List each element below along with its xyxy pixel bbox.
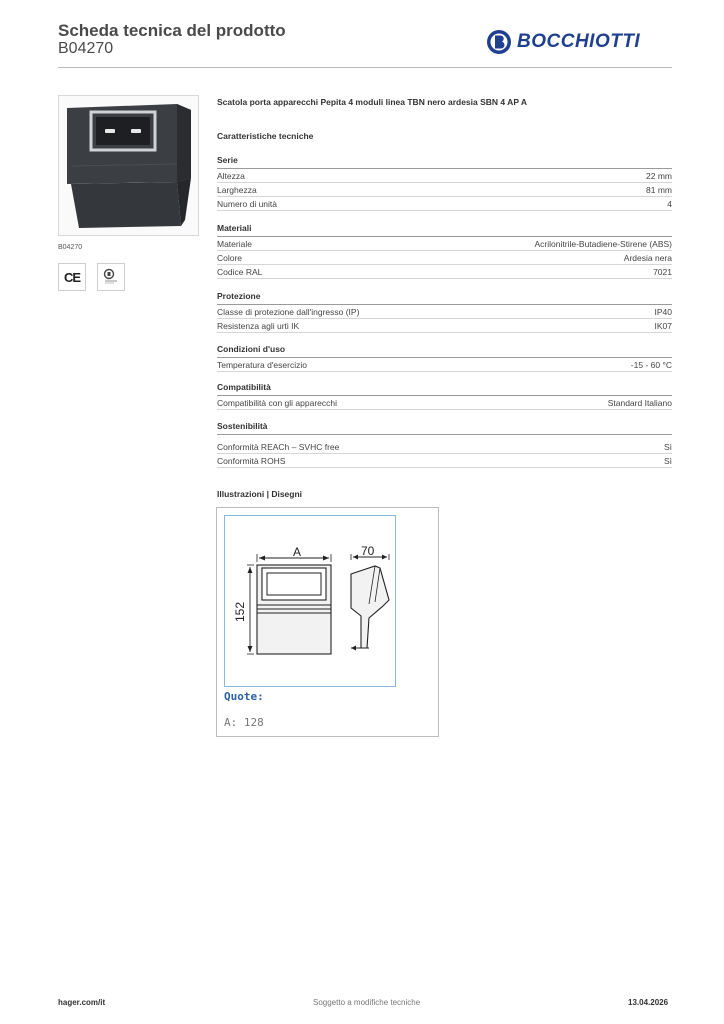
- spec-label: Colore: [217, 252, 243, 263]
- spec-row: [217, 305, 672, 319]
- spec-label: Temperatura d'esercizio: [217, 359, 307, 370]
- spec-row: [217, 265, 672, 279]
- spec-value: Ardesia nera: [623, 252, 672, 263]
- quote-value: A: 128: [224, 716, 264, 729]
- spec-value: -15 - 60 °C: [630, 359, 672, 370]
- spec-row: [217, 396, 672, 410]
- quote-label: Quote:: [224, 690, 264, 703]
- spec-label: Numero di unità: [217, 198, 278, 209]
- spec-value: 22 mm: [646, 170, 672, 181]
- spec-label: Conformità ROHS: [217, 455, 286, 466]
- spec-row: [217, 237, 672, 251]
- brand-name: BOCCHIOTTI: [517, 31, 641, 52]
- section-heading-protezione: Protezione: [217, 291, 672, 305]
- image-caption: B04270: [58, 244, 83, 251]
- brand-logo: [486, 29, 640, 55]
- spec-value: Sì: [663, 455, 672, 466]
- ce-mark-icon: CE: [58, 263, 86, 291]
- spec-row: [217, 197, 672, 211]
- product-code: B04270: [58, 40, 114, 57]
- spec-value: 81 mm: [646, 184, 672, 195]
- dimension-width-label: A: [293, 545, 302, 559]
- spec-value: 7021: [653, 266, 672, 277]
- section-heading-materiali: Materiali: [217, 223, 672, 237]
- product-image: [58, 95, 199, 236]
- spec-label: Conformità REACh – SVHC free: [217, 441, 340, 452]
- section-heading-sostenibilita: Sostenibilità: [217, 421, 672, 435]
- section-heading-serie: Serie: [217, 155, 672, 169]
- spec-row: [217, 169, 672, 183]
- illustrations-title: Illustrazioni | Disegni: [217, 489, 303, 499]
- spec-value: IK07: [654, 320, 672, 331]
- spec-value: Standard Italiano: [607, 397, 672, 408]
- spec-value: IP40: [654, 306, 672, 317]
- spec-row: [217, 183, 672, 197]
- spec-label: Compatibilità con gli apparecchi: [217, 397, 338, 408]
- footer-website[interactable]: hager.com/it: [58, 998, 106, 1007]
- spec-value: 4: [667, 198, 672, 209]
- spec-label: Altezza: [217, 170, 245, 181]
- product-box-illustration: [59, 96, 198, 235]
- spec-label: Codice RAL: [217, 266, 263, 277]
- dimension-height-label: 152: [233, 601, 247, 622]
- section-heading-condizioni: Condizioni d'uso: [217, 344, 672, 358]
- spec-row: [217, 251, 672, 265]
- page-title: Scheda tecnica del prodotto: [58, 21, 286, 40]
- spec-value: Acrilonitrile-Butadiene-Stirene (ABS): [534, 238, 672, 249]
- footer-notice: Soggetto a modifiche tecniche: [313, 998, 421, 1007]
- spec-row: [217, 319, 672, 333]
- tech-specs-title: Caratteristiche tecniche: [217, 131, 314, 141]
- bocchiotti-logo-icon: [486, 29, 512, 55]
- spec-label: Materiale: [217, 238, 252, 249]
- header-divider: [58, 67, 672, 68]
- spec-row: [217, 440, 672, 454]
- spec-label: Classe di protezione dall'ingresso (IP): [217, 306, 360, 317]
- quality-mark-icon: [97, 263, 125, 291]
- spec-value: Sì: [663, 441, 672, 452]
- product-title: Scatola porta apparecchi Pepita 4 moduli linea TBN nero ardesia SBN 4 AP A: [217, 97, 528, 107]
- footer-date: 13.04.2026: [628, 998, 669, 1007]
- spec-row: [217, 454, 672, 468]
- spec-label: Resistenza agli urti IK: [217, 320, 300, 331]
- spec-label: Larghezza: [217, 184, 257, 195]
- dimension-depth-label: 70: [361, 544, 375, 558]
- section-heading-compatibilita: Compatibilità: [217, 382, 672, 396]
- spec-row: [217, 358, 672, 372]
